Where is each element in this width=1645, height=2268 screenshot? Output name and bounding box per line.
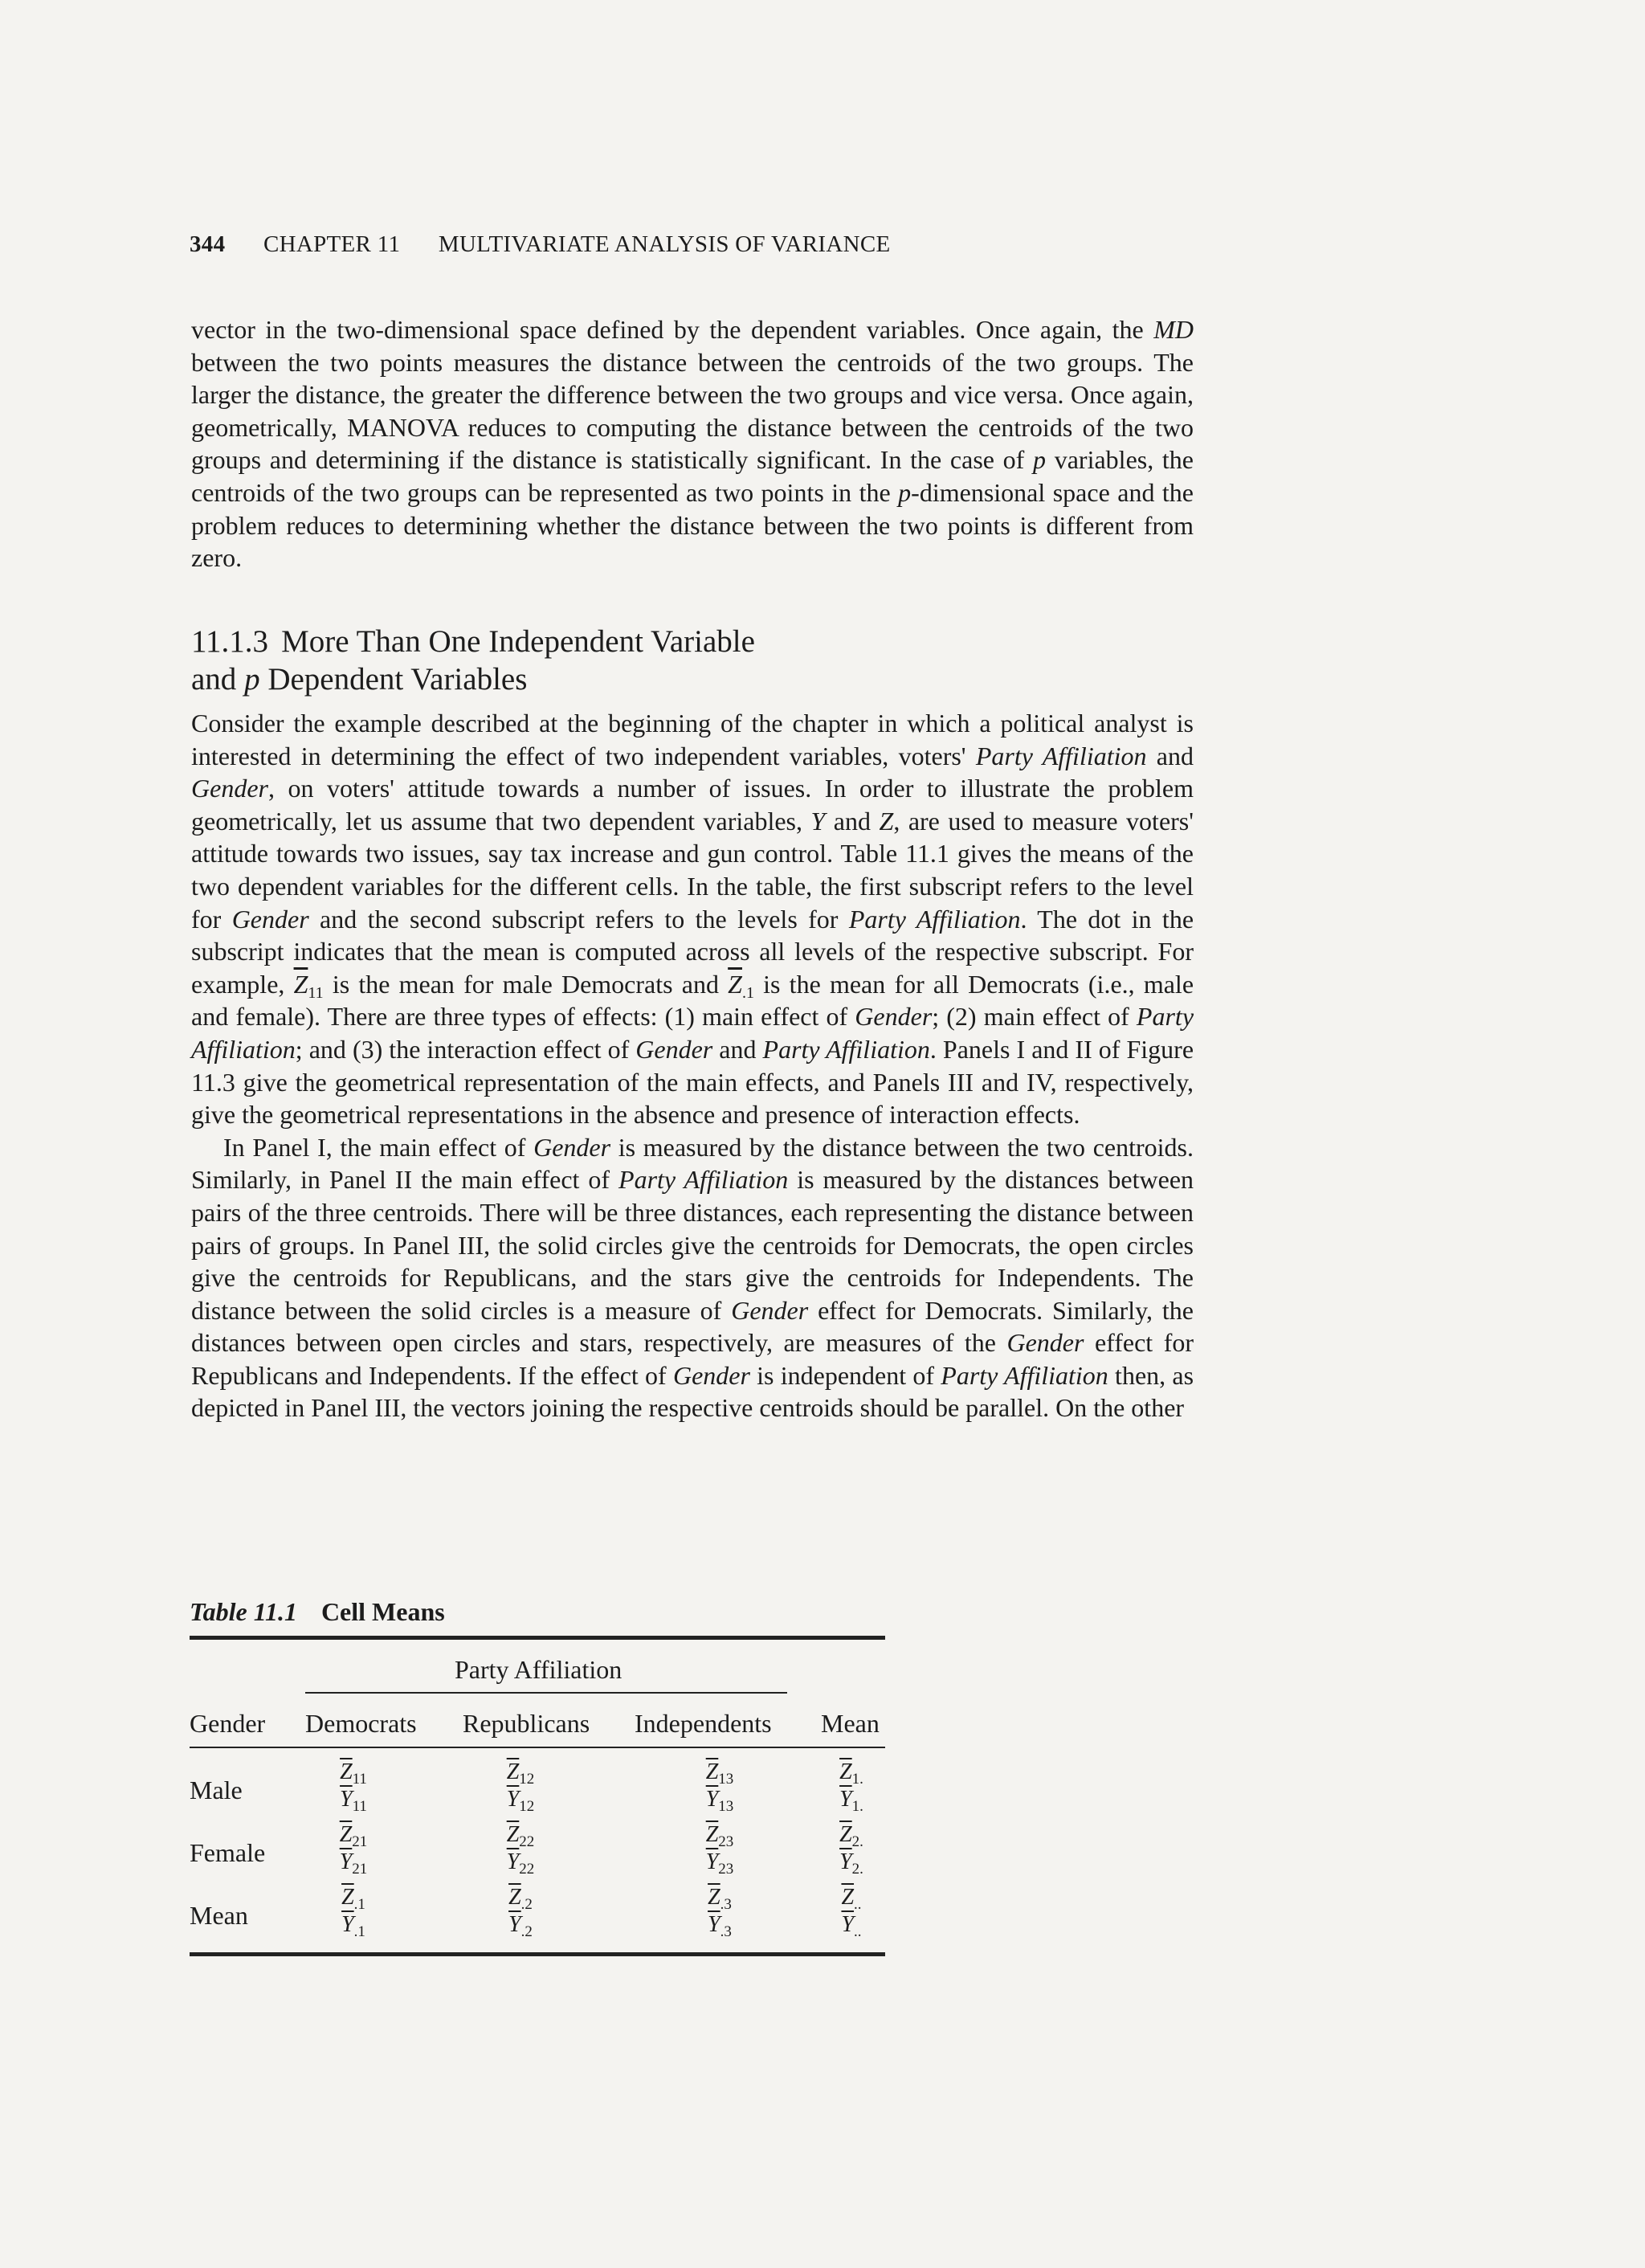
intro-paragraph: vector in the two-dimensional space defined by the dependent variables. Once again, the MD between the two points measures the distance between the centroids of the two groups. The larger the distance, the greater the difference between the two groups and vice versa. Once again, geometrically, MANOVA reduces to computing the distance between the centroids of the two groups and determining if the distance is statistically significant. In the case of p variables, the centroids of the two groups can be represented as two points in the p-dimensional space and the problem reduces to determining whether the distance between the two points is different from zero. — [191, 315, 1194, 573]
z-mean-cell: $\overline{Z}_{13}$ — [705, 1759, 734, 1788]
table-header-gender: Gender — [190, 1709, 266, 1738]
table-bottom-rule — [190, 1952, 885, 1956]
y-mean-cell: $\overline{Y}_{.2}$ — [508, 1912, 533, 1940]
table-caption — [190, 1597, 445, 1627]
z-mean-cell: $\overline{Z}_{.2}$ — [508, 1885, 533, 1913]
z-mean-cell: $\overline{Z}_{23}$ — [705, 1822, 734, 1850]
paragraph-panels: In Panel I, the main effect of Gender is measured by the distance between the two centroids. Similarly, in Panel II the main effect of Party Affiliation is measured by the distances between pairs of the three centroids. There will be three distances, each representing the distance between pairs of groups. In Panel III, the solid circles give the centroids for Democrats, the open circles give the centroids for Republicans, and the stars give the centroids for Independents. The distance between the solid circles is a measure of Gender effect for Democrats. Similarly, the distances between open circles and stars, respectively, are measures of the Gender effect for Republicans and Independents. If the effect of Gender is independent of Party Affiliation then, as depicted in Panel III, the vectors joining the respective centroids should be parallel. On the other — [191, 1132, 1194, 1423]
table-label: Table 11.1 — [190, 1597, 297, 1626]
z-mean-cell: $\overline{Z}_{2.}$ — [839, 1822, 863, 1850]
y-mean-cell: $\overline{Y}_{11}$ — [340, 1787, 367, 1815]
section-number: 11.1.3 — [191, 624, 269, 659]
z-mean-cell: $\overline{Z}_{1.}$ — [839, 1759, 863, 1788]
table-row-label-male: Male — [190, 1776, 243, 1804]
y-mean-cell: $\overline{Y}_{22}$ — [506, 1849, 535, 1878]
table-header-republicans: Republicans — [463, 1709, 590, 1738]
table-row-label-female: Female — [190, 1838, 266, 1867]
y-mean-cell: $\overline{Y}_{1.}$ — [839, 1787, 863, 1815]
z-mean-cell: $\overline{Z}_{..}$ — [841, 1885, 862, 1913]
table-header-rule — [190, 1747, 885, 1748]
y-mean-cell: $\overline{Y}_{13}$ — [705, 1787, 734, 1815]
table-header-independents: Independents — [635, 1709, 772, 1738]
z-mean-cell: $\overline{Z}_{11}$ — [340, 1759, 367, 1788]
y-mean-cell: $\overline{Y}_{21}$ — [339, 1849, 368, 1878]
chapter-title: MULTIVARIATE ANALYSIS OF VARIANCE — [438, 231, 891, 257]
table-header-mean: Mean — [821, 1709, 880, 1738]
running-head — [190, 231, 891, 258]
section-title-line2: and p Dependent Variables — [191, 662, 528, 697]
chapter-label: CHAPTER 11 — [263, 231, 401, 257]
table-header-democrats: Democrats — [305, 1709, 417, 1738]
paragraph-effects: Consider the example described at the beginning of the chapter in which a political analyst is interested in determining the effect of two independent variables, voters' Party Affiliation and Gender, on voters' attitude towards a number of issues. In order to illustrate the problem geometrically, let us assume that two dependent variables, Y and Z, are used to measure voters' attitude towards two issues, say tax increase and gun control. Table 11.1 gives the means of the two dependent variables for the different cells. In the table, the first subscript refers to the level for Gender and the second subscript refers to the levels for Party Affiliation. The dot in the subscript indicates that the mean is computed across all levels of the respective subscript. For example, $\overline{Z}_{11}$ is the mean for male Democrats and $\overline{Z}_{.1}$ is the mean for all Democrats (i.e., male and female). There are three types of effects: (1) main effect of Gender; (2) main effect of Party Affiliation; and (3) the interaction effect of Gender and Party Affiliation. Panels I and II of Figure 11.3 give the geometrical representation of the main effects, and Panels III and IV, respectively, give the geometrical representations in the absence and presence of interaction effects. — [191, 709, 1194, 1130]
y-mean-cell: $\overline{Y}_{12}$ — [506, 1787, 535, 1815]
y-mean-cell: $\overline{Y}_{.1}$ — [341, 1912, 365, 1940]
y-mean-cell: $\overline{Y}_{..}$ — [841, 1912, 862, 1940]
table-spanner-rule — [305, 1692, 787, 1694]
z-mean-cell: $\overline{Z}_{.3}$ — [708, 1885, 732, 1913]
table-spanner: Party Affiliation — [455, 1655, 622, 1684]
z-mean-cell: $\overline{Z}_{.1}$ — [341, 1885, 365, 1913]
y-mean-cell: $\overline{Y}_{.3}$ — [708, 1912, 732, 1940]
y-mean-cell: $\overline{Y}_{2.}$ — [839, 1849, 863, 1878]
table-top-rule — [190, 1636, 885, 1640]
page-number: 344 — [190, 231, 226, 257]
z-mean-cell: $\overline{Z}_{12}$ — [506, 1759, 535, 1788]
table-title: Cell Means — [320, 1597, 445, 1626]
body-paragraphs — [191, 707, 1194, 1424]
section-heading — [191, 623, 755, 698]
section-title-line1: More Than One Independent Variable — [281, 624, 755, 659]
y-mean-cell: $\overline{Y}_{23}$ — [705, 1849, 734, 1878]
table-row-label-mean: Mean — [190, 1901, 248, 1930]
z-mean-cell: $\overline{Z}_{22}$ — [506, 1822, 535, 1850]
z-mean-cell: $\overline{Z}_{21}$ — [339, 1822, 368, 1850]
